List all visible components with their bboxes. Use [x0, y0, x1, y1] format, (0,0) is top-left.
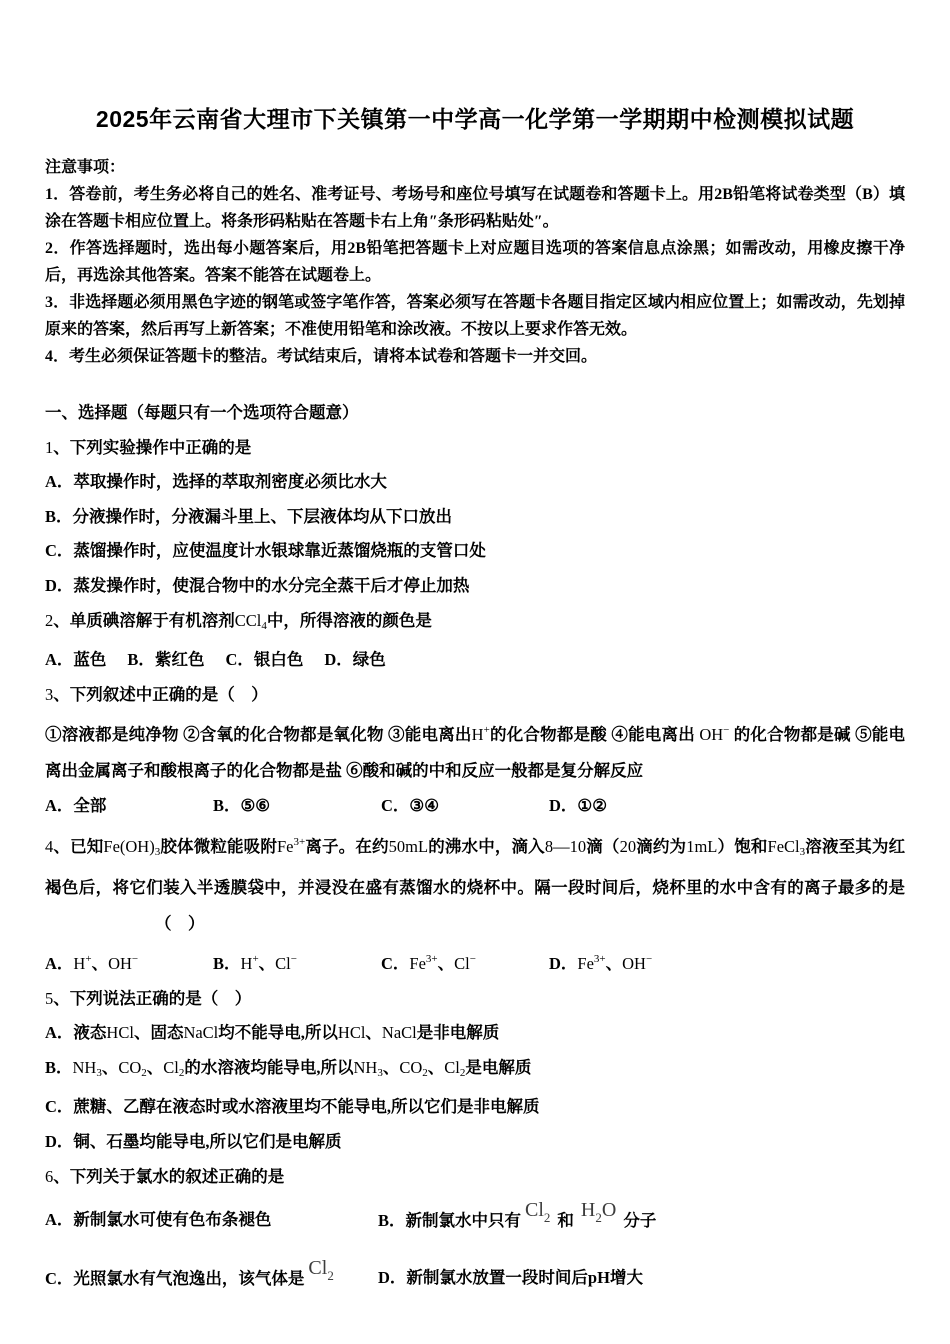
question-3-option-a: A．全部 [45, 796, 107, 816]
question-3-option-b: B．⑤⑥ [213, 796, 271, 816]
question-4 [45, 824, 905, 982]
question-6 [45, 1160, 905, 1298]
page-title: 2025年云南省大理市下关镇第一中学高一化学第一学期期中检测模拟试题 [95, 106, 855, 132]
question-5 [45, 982, 905, 1160]
question-4-options [45, 942, 905, 982]
question-5-stem: 5、下列说法正确的是（ ） [45, 988, 252, 1008]
question-3-options [45, 789, 905, 824]
question-4-option-c: C．$Fe^{3+}$、Cl− [381, 952, 476, 973]
question-5-option-d: D．铜、石墨均能导电,所以它们是电解质 [45, 1131, 342, 1151]
question-3-stem: 3、下列叙述中正确的是（ ） [45, 684, 268, 704]
question-6-options-row-2 [45, 1256, 905, 1298]
question-6-option-b: B．新制氯水中只有 Cl2 和 H2O 分子 [378, 1199, 657, 1231]
question-1-option-d: D．蒸发操作时，使混合物中的水分完全蒸干后才停止加热 [45, 575, 470, 595]
question-6-option-c: C．光照氯水有气泡逸出，该气体是 Cl2 [45, 1256, 334, 1288]
question-5-option-c: C．蔗糖、乙醇在液态时或水溶液里均不能导电,所以它们是非电解质 [45, 1097, 540, 1117]
notice-heading: 注意事项： [45, 159, 126, 176]
question-4-stem: 4、已知$Fe(OH)_3$胶体微粒能吸附$Fe^{3+}$离子。在约50mL的沸水中，滴入8—10滴（20滴约为1mL）饱和FeCl$_3$溶液至其为红褐色后，将它们装入半透膜袋中，并浸没在盛有蒸馏水的烧杯中。隔一段时间后，烧杯里的水中含有的离子最多的是（ ） [45, 835, 906, 933]
question-3-statements: ①溶液都是纯净物 ②含氧的化合物都是氧化物 ③能电离出H+的化合物都是酸 ④能电离出 OH− 的化合物都是碱 ⑤能电离出金属离子和酸根离子的化合物都是盐 ⑥酸和碱的中和反应一般都是复分解反应 [45, 724, 906, 781]
notice-item-2: 2．作答选择题时，选出每小题答案后，用2B铅笔把答题卡上对应题目选项的答案信息点涂黑；如需改动，用橡皮擦干净后，再选涂其他答案。答案不能答在试题卷上。 [45, 240, 905, 284]
notice-item-3: 3．非选择题必须用黑色字迹的钢笔或签字笔作答，答案必须写在答题卡各题目指定区域内相应位置上；如需改动，先划掉原来的答案，然后再写上新答案；不准使用铅笔和涂改液。不按以上要求作答无效。 [45, 294, 905, 338]
question-4-option-b: B．H+、Cl− [213, 952, 297, 973]
question-3-option-c: C．③④ [381, 796, 440, 816]
notice-section [45, 154, 905, 370]
question-3-option-d: D．①② [549, 796, 608, 816]
section-title: 一、选择题（每题只有一个选项符合题意） [45, 403, 359, 422]
question-2-stem: 2、单质碘溶解于有机溶剂CCl$_4$中，所得溶液的颜色是 [45, 610, 432, 632]
question-4-option-a: A．H+、OH− [45, 952, 139, 973]
question-6-options-row-1 [45, 1199, 905, 1240]
question-1-option-c: C．蒸馏操作时，应使温度计水银球靠近蒸馏烧瓶的支管口处 [45, 541, 486, 561]
question-3 [45, 678, 905, 824]
notice-item-4: 4．考生必须保证答题卡的整洁。考试结束后，请将本试卷和答题卡一并交回。 [45, 348, 598, 365]
question-2-options: A．蓝色 B．紫红色 C．银白色 D．绿色 [45, 650, 386, 670]
question-4-option-d: D．$Fe^{3+}$、OH− [549, 952, 653, 973]
question-1-option-b: B．分液操作时，分液漏斗里上、下层液体均从下口放出 [45, 506, 453, 526]
question-1-stem: 1、下列实验操作中正确的是 [45, 437, 252, 457]
question-6-option-a: A．新制氯水可使有色布条褪色 [45, 1210, 272, 1230]
notice-item-1: 1．答卷前，考生务必将自己的姓名、准考证号、考场号和座位号填写在试题卷和答题卡上。用2B铅笔将试卷类型（B）填涂在答题卡相应位置上。将条形码粘贴在答题卡右上角″条形码粘贴处″。 [45, 186, 905, 230]
question-6-stem: 6、下列关于氯水的叙述正确的是 [45, 1166, 285, 1186]
question-5-option-b: B．$NH_3$、$CO_2$、$Cl_2$的水溶液均能导电,所以$NH_3$、$CO_2$、$Cl_2$是电解质 [45, 1057, 532, 1079]
question-5-option-a: A．液态HCl、固态NaCl均不能导电,所以HCl、NaCl是非电解质 [45, 1023, 500, 1043]
question-1 [45, 431, 905, 604]
question-6-option-d: D．新制氯水放置一段时间后pH增大 [378, 1267, 643, 1287]
question-2 [45, 604, 905, 678]
question-1-option-a: A．萃取操作时，选择的萃取剂密度必须比水大 [45, 472, 387, 492]
